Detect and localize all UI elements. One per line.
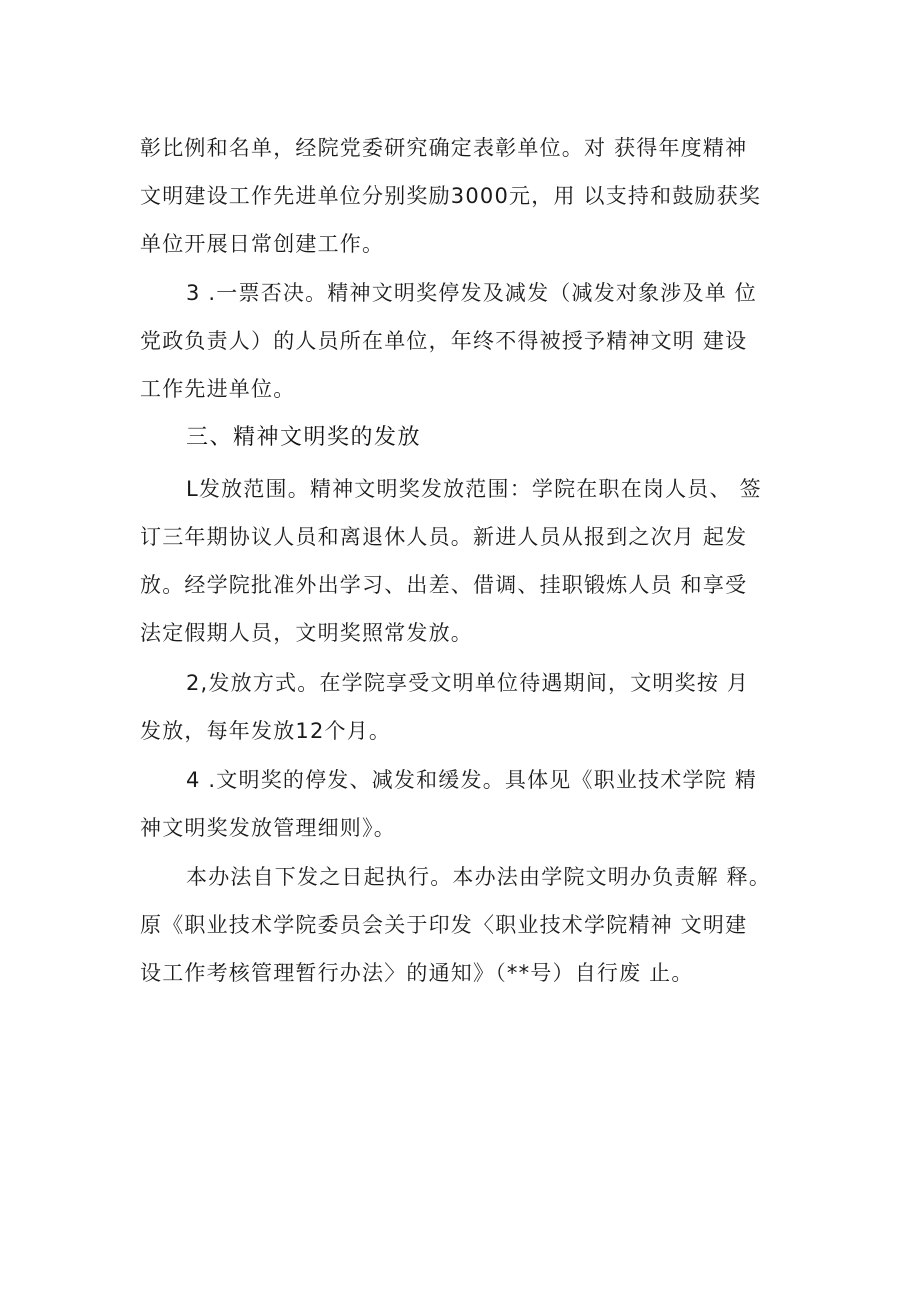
paragraph-1-line-3: 单位开展日常创建工作。 [140,232,385,256]
paragraph-1-line-2: 文明建设工作先进单位分别奖励3000元，用 以支持和鼓励获奖 [140,184,762,208]
paragraph-5-line-1: 4 .文明奖的停发、减发和缓发。具体见《职业技术学院 精 [186,768,757,792]
paragraph-2-line-3: 工作先进单位。 [140,377,296,401]
paragraph-6-line-2: 原《职业技术学院委员会关于印发〈职业技术学院精神 文明建 [140,913,748,937]
paragraph-2-line-2: 党政负责人）的人员所在单位，年终不得被授予精神文明 建设 [140,329,748,353]
paragraph-1-line-1: 彰比例和名单，经院党委研究确定表彰单位。对 获得年度精神 [140,136,748,160]
paragraph-2-line-1: 3 .一票否决。精神文明奖停发及减发（减发对象涉及单 位 [186,281,757,305]
paragraph-3-line-3: 放。经学院批准外出学习、出差、借调、挂职锻炼人员 和享受 [140,573,748,597]
section-heading: 三、精神文明奖的发放 [186,425,422,450]
paragraph-4-line-2: 发放，每年发放12个月。 [140,719,392,743]
paragraph-6-line-1: 本办法自下发之日起执行。本办法由学院文明办负责解 释。 [186,865,772,889]
paragraph-3-line-4: 法定假期人员，文明奖照常发放。 [140,621,473,645]
paragraph-4-line-1: 2,发放方式。在学院享受文明单位待遇期间，文明奖按 月 [186,671,750,695]
paragraph-3-line-1: L发放范围。精神文明奖发放范围：学院在职在岗人员、 签 [186,477,762,501]
paragraph-5-line-2: 神文明奖发放管理细则》。 [140,816,396,840]
paragraph-6-line-3: 设工作考核管理暂行办法〉的通知》（**号）自行废 止。 [140,961,694,985]
paragraph-3-line-2: 订三年期协议人员和离退休人员。新进人员从报到之次月 起发 [140,525,748,549]
